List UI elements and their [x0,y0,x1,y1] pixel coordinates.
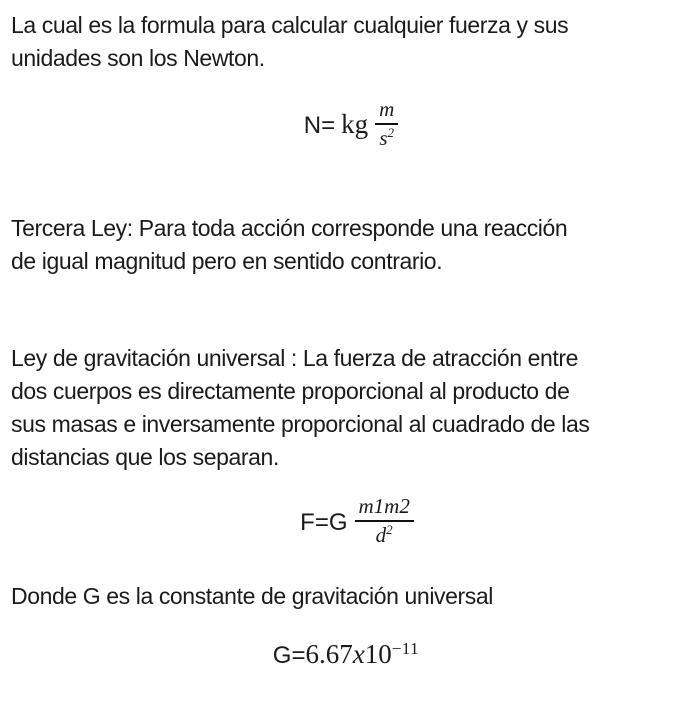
third-law-line-1: Tercera Ley: Para toda acción corresponde una reacción [11,215,568,242]
gravity-denominator-exponent: 2 [386,522,393,538]
gravity-fraction-denominator [355,520,414,547]
newton-fraction-numerator: m [379,97,395,121]
constant-formula-exponent: −11 [391,638,420,658]
newton-formula-fraction [375,98,398,149]
constant-formula-lhs: G= [272,641,306,669]
gravity-fraction-numerator: m1m2 [358,494,410,519]
gravitation-line-4: distancias que los separan. [11,444,279,471]
intro-line-2: unidades son los Newton. [11,45,265,71]
newton-denominator-exponent: 2 [387,124,395,140]
third-law-paragraph [11,212,668,278]
gravitation-line-2: dos cuerpos es directamente proporcional al producto de [11,378,570,405]
gravitational-constant-formula [0,639,680,670]
constant-formula-times: x [352,638,365,669]
gravity-formula-fraction [355,495,414,546]
gravity-denominator-base: d [375,523,387,548]
newton-fraction-denominator [375,123,398,150]
newton-formula-lhs: N= [303,112,336,140]
intro-paragraph [11,0,668,75]
constant-formula-mantissa: 6.67 [305,638,353,669]
newton-formula-coefficient: kg [341,109,369,140]
constant-formula-base: 10 [364,638,392,669]
third-law-line-2: de igual magnitud pero en sentido contrario. [11,248,443,275]
gravity-formula [0,494,680,549]
newton-denominator-base: s [379,125,388,150]
gravitation-law-paragraph [11,342,668,474]
intro-line-1: La cual es la formula para calcular cualquier fuerza y sus [11,12,569,38]
gravitation-line-1: Ley de gravitación universal : La fuerza de atracción entre [11,345,579,372]
constant-caption-line-1: Donde G es la constante de gravitación universal [11,582,493,609]
newton-units-formula [0,97,680,152]
gravitation-line-3: sus masas e inversamente proporcional al cuadrado de las [11,411,590,438]
constant-caption [11,580,668,613]
gravity-formula-lhs: F=G [300,509,348,537]
